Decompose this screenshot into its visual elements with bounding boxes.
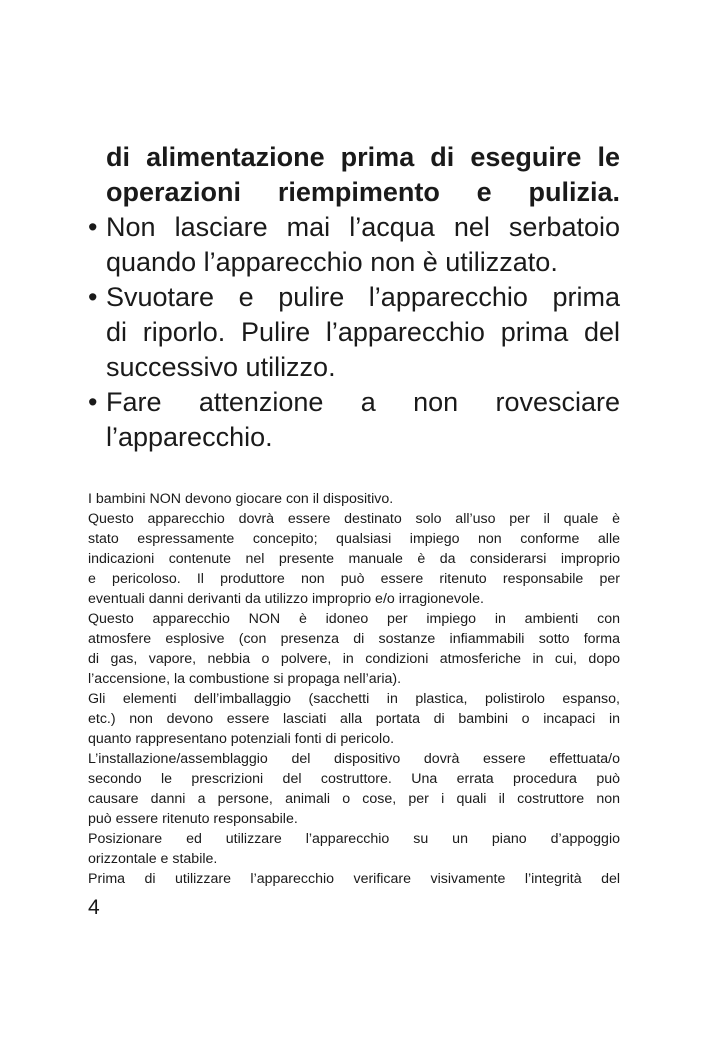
warning-line: atmosfere esplosive (con presenza di sostanze infiammabili sotto forma: [88, 631, 620, 647]
warning-line: e pericoloso. Il produttore non può essere ritenuto responsabile per: [88, 571, 620, 587]
bullet-line: di riporlo. Pulire l’apparecchio prima del: [106, 317, 620, 347]
warning-line: secondo le prescrizioni del costruttore. Una errata procedura può: [88, 771, 620, 787]
safety-warnings: [88, 489, 620, 889]
bullet-line: l’apparecchio.: [106, 422, 273, 452]
warning-line: I bambini NON devono giocare con il dispositivo.: [88, 491, 394, 507]
warning-line: causare danni a persone, animali o cose, per i quali il costruttore non: [88, 791, 620, 807]
bullet-line: quando l’apparecchio non è utilizzato.: [106, 247, 558, 277]
warning-line: può essere ritenuto responsabile.: [88, 811, 298, 827]
warning-line: Questo apparecchio NON è idoneo per impiego in ambienti con: [88, 611, 620, 627]
warning-line: orizzontale e stabile.: [88, 851, 218, 867]
warning-line: quanto rappresentano potenziali fonti di pericolo.: [88, 731, 395, 747]
warning-line: di gas, vapore, nebbia o polvere, in condizioni atmosferiche in cui, dopo: [88, 651, 620, 667]
bullet-item: [88, 210, 620, 280]
bullet-item: [88, 385, 620, 455]
large-instructions: [88, 140, 620, 455]
warning-line: Prima di utilizzare l’apparecchio verificare visivamente l’integrità del: [88, 871, 620, 887]
warning-line: Posizionare ed utilizzare l’apparecchio su un piano d’appoggio: [88, 831, 620, 847]
warning-line: stato espressamente concepito; qualsiasi impiego non conforme alle: [88, 531, 620, 547]
warning-line: Gli elementi dell’imballaggio (sacchetti in plastica, polistirolo espanso,: [88, 691, 620, 707]
bullet-line: • Non lasciare mai l’acqua nel serbatoio: [106, 212, 620, 242]
bold-continuation-line: di alimentazione prima di eseguire le: [106, 142, 620, 172]
bullet-line: successivo utilizzo.: [106, 352, 336, 382]
bullet-item: [88, 280, 620, 385]
warning-line: Questo apparecchio dovrà essere destinato solo all’uso per il quale è: [88, 511, 620, 527]
warning-line: eventuali danni derivanti da utilizzo improprio e/o irragionevole.: [88, 591, 484, 607]
page-number: 4: [88, 896, 100, 919]
warning-line: indicazioni contenute nel presente manuale è da considerarsi improprio: [88, 551, 620, 567]
bullet-line: • Svuotare e pulire l’apparecchio prima: [106, 282, 620, 312]
warning-line: etc.) non devono essere lasciati alla portata di bambini o incapaci in: [88, 711, 620, 727]
bold-continuation-line: operazioni riempimento e pulizia.: [106, 177, 620, 207]
bullet-line: • Fare attenzione a non rovesciare: [106, 387, 620, 417]
warning-line: L’installazione/assemblaggio del dispositivo dovrà essere effettuata/o: [88, 751, 620, 767]
warning-line: l’accensione, la combustione si propaga nell’aria).: [88, 671, 402, 687]
